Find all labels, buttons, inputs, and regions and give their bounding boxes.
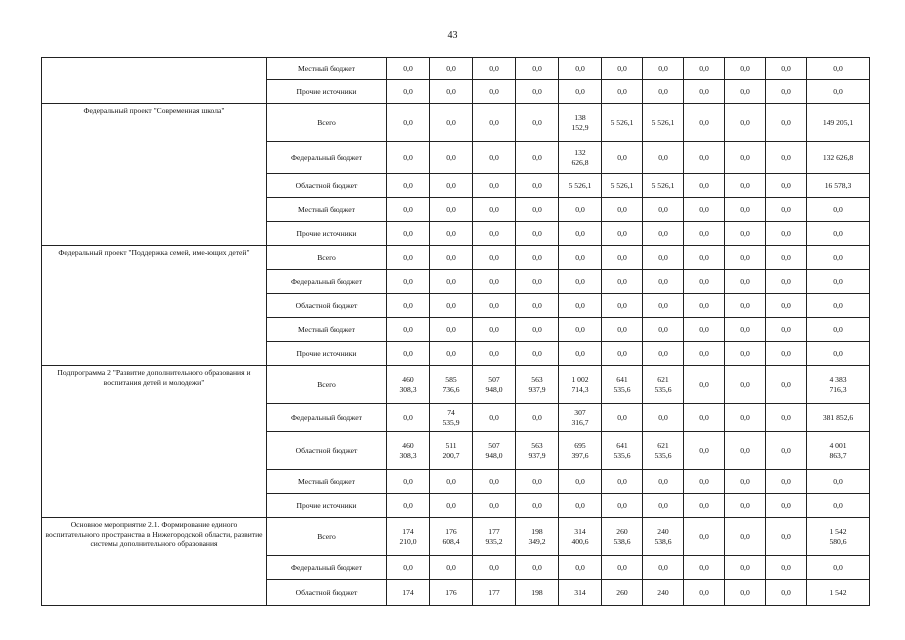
value-cell: 177 935,2 — [473, 518, 516, 556]
value-cell: 0,0 — [387, 80, 430, 104]
value-cell: 0,0 — [473, 556, 516, 580]
value-cell: 138 152,9 — [559, 104, 602, 142]
value-cell: 563 937,9 — [516, 366, 559, 404]
value-cell: 641 535,6 — [602, 432, 643, 470]
value-cell: 0,0 — [559, 470, 602, 494]
value-cell: 0,0 — [766, 198, 807, 222]
funding-source: Областной бюджет — [267, 432, 387, 470]
row-group-label: Федеральный проект "Современная школа" — [42, 104, 267, 246]
value-cell: 16 578,3 — [807, 174, 870, 198]
value-cell: 0,0 — [387, 494, 430, 518]
value-cell: 5 526,1 — [602, 174, 643, 198]
value-cell: 0,0 — [430, 80, 473, 104]
value-cell: 0,0 — [559, 222, 602, 246]
table-row — [42, 518, 870, 556]
value-cell: 0,0 — [473, 198, 516, 222]
value-cell: 0,0 — [516, 222, 559, 246]
value-cell: 460 308,3 — [387, 366, 430, 404]
value-cell: 0,0 — [387, 174, 430, 198]
funding-source: Прочие источники — [267, 494, 387, 518]
value-cell: 0,0 — [602, 342, 643, 366]
funding-source: Областной бюджет — [267, 174, 387, 198]
value-cell: 0,0 — [559, 342, 602, 366]
value-cell: 0,0 — [516, 104, 559, 142]
table-row — [42, 58, 870, 80]
value-cell: 0,0 — [725, 366, 766, 404]
value-cell: 0,0 — [387, 294, 430, 318]
value-cell: 0,0 — [725, 470, 766, 494]
value-cell: 0,0 — [807, 246, 870, 270]
value-cell: 0,0 — [684, 294, 725, 318]
value-cell: 0,0 — [430, 246, 473, 270]
value-cell: 0,0 — [643, 342, 684, 366]
value-cell: 5 526,1 — [643, 104, 684, 142]
value-cell: 314 — [559, 580, 602, 606]
value-cell: 0,0 — [725, 494, 766, 518]
value-cell: 641 535,6 — [602, 366, 643, 404]
value-cell: 0,0 — [807, 80, 870, 104]
value-cell: 0,0 — [725, 556, 766, 580]
value-cell: 0,0 — [643, 246, 684, 270]
value-cell: 0,0 — [559, 318, 602, 342]
funding-source: Федеральный бюджет — [267, 404, 387, 432]
value-cell: 0,0 — [602, 270, 643, 294]
value-cell: 0,0 — [725, 518, 766, 556]
value-cell: 0,0 — [602, 494, 643, 518]
value-cell: 0,0 — [684, 222, 725, 246]
value-cell: 0,0 — [766, 580, 807, 606]
value-cell: 0,0 — [473, 58, 516, 80]
value-cell: 0,0 — [684, 246, 725, 270]
value-cell: 240 — [643, 580, 684, 606]
value-cell: 0,0 — [430, 342, 473, 366]
value-cell: 0,0 — [387, 142, 430, 174]
value-cell: 0,0 — [807, 494, 870, 518]
row-group-label: Основное мероприятие 2.1. Формирование единого воспитательного пространства в Нижегородской области, развитие системы дополнительного образования — [42, 518, 267, 606]
value-cell: 0,0 — [602, 404, 643, 432]
value-cell: 0,0 — [473, 470, 516, 494]
value-cell: 0,0 — [387, 318, 430, 342]
value-cell: 0,0 — [684, 404, 725, 432]
value-cell: 0,0 — [643, 318, 684, 342]
value-cell: 381 852,6 — [807, 404, 870, 432]
value-cell: 198 — [516, 580, 559, 606]
value-cell: 0,0 — [766, 404, 807, 432]
value-cell: 0,0 — [807, 470, 870, 494]
value-cell: 0,0 — [602, 222, 643, 246]
value-cell: 0,0 — [559, 270, 602, 294]
value-cell: 0,0 — [559, 198, 602, 222]
row-group-label — [42, 58, 267, 104]
value-cell: 0,0 — [430, 494, 473, 518]
value-cell: 0,0 — [725, 404, 766, 432]
value-cell: 0,0 — [473, 404, 516, 432]
value-cell: 0,0 — [684, 470, 725, 494]
value-cell: 0,0 — [684, 518, 725, 556]
value-cell: 260 — [602, 580, 643, 606]
value-cell: 0,0 — [602, 318, 643, 342]
value-cell: 176 608,4 — [430, 518, 473, 556]
value-cell: 0,0 — [807, 222, 870, 246]
value-cell: 5 526,1 — [559, 174, 602, 198]
value-cell: 5 526,1 — [602, 104, 643, 142]
value-cell: 0,0 — [643, 404, 684, 432]
value-cell: 0,0 — [725, 198, 766, 222]
funding-source: Местный бюджет — [267, 318, 387, 342]
value-cell: 0,0 — [516, 470, 559, 494]
value-cell: 0,0 — [643, 556, 684, 580]
funding-source: Местный бюджет — [267, 198, 387, 222]
value-cell: 198 349,2 — [516, 518, 559, 556]
value-cell: 0,0 — [559, 494, 602, 518]
value-cell: 0,0 — [643, 470, 684, 494]
value-cell: 0,0 — [430, 556, 473, 580]
value-cell: 0,0 — [807, 58, 870, 80]
value-cell: 0,0 — [684, 366, 725, 404]
funding-source: Местный бюджет — [267, 58, 387, 80]
value-cell: 0,0 — [684, 104, 725, 142]
value-cell: 0,0 — [387, 470, 430, 494]
value-cell: 132 626,8 — [559, 142, 602, 174]
funding-source: Областной бюджет — [267, 294, 387, 318]
value-cell: 0,0 — [643, 142, 684, 174]
value-cell: 0,0 — [473, 342, 516, 366]
value-cell: 695 397,6 — [559, 432, 602, 470]
value-cell: 0,0 — [643, 58, 684, 80]
value-cell: 0,0 — [430, 58, 473, 80]
funding-source: Местный бюджет — [267, 470, 387, 494]
value-cell: 0,0 — [602, 556, 643, 580]
funding-source: Всего — [267, 518, 387, 556]
value-cell: 1 002 714,3 — [559, 366, 602, 404]
value-cell: 0,0 — [807, 318, 870, 342]
value-cell: 149 205,1 — [807, 104, 870, 142]
value-cell: 0,0 — [473, 318, 516, 342]
value-cell: 0,0 — [643, 198, 684, 222]
funding-source: Всего — [267, 366, 387, 404]
value-cell: 0,0 — [473, 294, 516, 318]
value-cell: 0,0 — [430, 222, 473, 246]
row-group-label: Подпрограмма 2 "Развитие дополнительного образования и воспитания детей и молодежи" — [42, 366, 267, 518]
value-cell: 0,0 — [766, 556, 807, 580]
value-cell: 0,0 — [516, 174, 559, 198]
value-cell: 0,0 — [725, 222, 766, 246]
value-cell: 0,0 — [516, 556, 559, 580]
funding-source: Федеральный бюджет — [267, 270, 387, 294]
value-cell: 4 383 716,3 — [807, 366, 870, 404]
value-cell: 0,0 — [516, 142, 559, 174]
value-cell: 0,0 — [387, 556, 430, 580]
value-cell: 563 937,9 — [516, 432, 559, 470]
value-cell: 0,0 — [602, 58, 643, 80]
value-cell: 585 736,6 — [430, 366, 473, 404]
value-cell: 0,0 — [430, 318, 473, 342]
value-cell: 0,0 — [430, 270, 473, 294]
value-cell: 0,0 — [430, 470, 473, 494]
value-cell: 0,0 — [387, 198, 430, 222]
value-cell: 0,0 — [725, 58, 766, 80]
value-cell: 0,0 — [807, 294, 870, 318]
value-cell: 1 542 580,6 — [807, 518, 870, 556]
value-cell: 0,0 — [387, 104, 430, 142]
value-cell: 0,0 — [516, 80, 559, 104]
value-cell: 0,0 — [725, 580, 766, 606]
value-cell: 1 542 — [807, 580, 870, 606]
value-cell: 0,0 — [807, 556, 870, 580]
value-cell: 0,0 — [684, 174, 725, 198]
value-cell: 0,0 — [725, 270, 766, 294]
value-cell: 0,0 — [387, 58, 430, 80]
value-cell: 0,0 — [684, 342, 725, 366]
value-cell: 0,0 — [766, 270, 807, 294]
table-row — [42, 104, 870, 142]
value-cell: 0,0 — [516, 58, 559, 80]
value-cell: 74 535,9 — [430, 404, 473, 432]
value-cell: 0,0 — [643, 80, 684, 104]
value-cell: 0,0 — [766, 366, 807, 404]
funding-source: Федеральный бюджет — [267, 142, 387, 174]
value-cell: 0,0 — [602, 470, 643, 494]
value-cell: 0,0 — [516, 318, 559, 342]
value-cell: 0,0 — [684, 142, 725, 174]
value-cell: 314 400,6 — [559, 518, 602, 556]
value-cell: 0,0 — [387, 246, 430, 270]
value-cell: 177 — [473, 580, 516, 606]
value-cell: 0,0 — [387, 270, 430, 294]
value-cell: 511 200,7 — [430, 432, 473, 470]
value-cell: 0,0 — [766, 80, 807, 104]
value-cell: 0,0 — [473, 270, 516, 294]
value-cell: 621 535,6 — [643, 432, 684, 470]
value-cell: 0,0 — [807, 198, 870, 222]
value-cell: 0,0 — [387, 404, 430, 432]
value-cell: 0,0 — [643, 270, 684, 294]
value-cell: 0,0 — [559, 58, 602, 80]
value-cell: 0,0 — [725, 246, 766, 270]
value-cell: 0,0 — [516, 246, 559, 270]
value-cell: 0,0 — [766, 342, 807, 366]
value-cell: 176 — [430, 580, 473, 606]
value-cell: 0,0 — [766, 58, 807, 80]
funding-source: Прочие источники — [267, 222, 387, 246]
value-cell: 0,0 — [766, 432, 807, 470]
page-number: 43 — [447, 30, 458, 41]
funding-source: Всего — [267, 104, 387, 142]
value-cell: 0,0 — [684, 494, 725, 518]
value-cell: 0,0 — [766, 294, 807, 318]
value-cell: 0,0 — [684, 556, 725, 580]
value-cell: 260 538,6 — [602, 518, 643, 556]
value-cell: 174 — [387, 580, 430, 606]
value-cell: 0,0 — [725, 342, 766, 366]
value-cell: 0,0 — [684, 432, 725, 470]
value-cell: 0,0 — [473, 174, 516, 198]
value-cell: 0,0 — [602, 246, 643, 270]
value-cell: 0,0 — [684, 198, 725, 222]
value-cell: 174 210,0 — [387, 518, 430, 556]
value-cell: 0,0 — [387, 222, 430, 246]
value-cell: 0,0 — [559, 294, 602, 318]
value-cell: 0,0 — [766, 104, 807, 142]
funding-table — [41, 57, 870, 606]
value-cell: 5 526,1 — [643, 174, 684, 198]
value-cell: 0,0 — [725, 142, 766, 174]
value-cell: 0,0 — [725, 432, 766, 470]
value-cell: 0,0 — [766, 494, 807, 518]
value-cell: 0,0 — [516, 270, 559, 294]
value-cell: 0,0 — [766, 222, 807, 246]
value-cell: 0,0 — [516, 294, 559, 318]
value-cell: 0,0 — [725, 174, 766, 198]
value-cell: 0,0 — [807, 270, 870, 294]
value-cell: 0,0 — [430, 198, 473, 222]
value-cell: 621 535,6 — [643, 366, 684, 404]
value-cell: 0,0 — [430, 104, 473, 142]
value-cell: 240 538,6 — [643, 518, 684, 556]
value-cell: 0,0 — [766, 518, 807, 556]
value-cell: 0,0 — [725, 294, 766, 318]
row-group-label: Федеральный проект "Поддержка семей, име-ющих детей" — [42, 246, 267, 366]
value-cell: 0,0 — [684, 580, 725, 606]
value-cell: 0,0 — [559, 556, 602, 580]
table-body — [42, 58, 870, 606]
value-cell: 0,0 — [684, 318, 725, 342]
value-cell: 0,0 — [643, 222, 684, 246]
value-cell: 0,0 — [602, 80, 643, 104]
value-cell: 0,0 — [766, 318, 807, 342]
funding-source: Всего — [267, 246, 387, 270]
value-cell: 0,0 — [643, 294, 684, 318]
value-cell: 0,0 — [473, 246, 516, 270]
value-cell: 0,0 — [807, 342, 870, 366]
value-cell: 0,0 — [725, 104, 766, 142]
value-cell: 0,0 — [430, 142, 473, 174]
value-cell: 0,0 — [516, 198, 559, 222]
value-cell: 0,0 — [559, 80, 602, 104]
value-cell: 132 626,8 — [807, 142, 870, 174]
value-cell: 0,0 — [684, 80, 725, 104]
value-cell: 0,0 — [766, 174, 807, 198]
table-row — [42, 366, 870, 404]
value-cell: 0,0 — [473, 142, 516, 174]
value-cell: 0,0 — [473, 494, 516, 518]
value-cell: 0,0 — [766, 470, 807, 494]
table-row — [42, 246, 870, 270]
value-cell: 507 948,0 — [473, 366, 516, 404]
value-cell: 0,0 — [725, 318, 766, 342]
value-cell: 0,0 — [430, 174, 473, 198]
value-cell: 0,0 — [430, 294, 473, 318]
value-cell: 0,0 — [602, 294, 643, 318]
value-cell: 0,0 — [516, 404, 559, 432]
funding-source: Областной бюджет — [267, 580, 387, 606]
value-cell: 4 001 863,7 — [807, 432, 870, 470]
value-cell: 0,0 — [725, 80, 766, 104]
value-cell: 0,0 — [473, 104, 516, 142]
funding-source: Прочие источники — [267, 342, 387, 366]
value-cell: 507 948,0 — [473, 432, 516, 470]
value-cell: 0,0 — [684, 270, 725, 294]
value-cell: 0,0 — [766, 142, 807, 174]
value-cell: 0,0 — [766, 246, 807, 270]
value-cell: 0,0 — [516, 342, 559, 366]
value-cell: 0,0 — [643, 494, 684, 518]
value-cell: 0,0 — [602, 142, 643, 174]
value-cell: 0,0 — [602, 198, 643, 222]
value-cell: 0,0 — [473, 80, 516, 104]
value-cell: 307 316,7 — [559, 404, 602, 432]
value-cell: 0,0 — [387, 342, 430, 366]
funding-source: Федеральный бюджет — [267, 556, 387, 580]
value-cell: 0,0 — [516, 494, 559, 518]
value-cell: 0,0 — [559, 246, 602, 270]
value-cell: 0,0 — [473, 222, 516, 246]
value-cell: 460 308,3 — [387, 432, 430, 470]
value-cell: 0,0 — [684, 58, 725, 80]
funding-source: Прочие источники — [267, 80, 387, 104]
